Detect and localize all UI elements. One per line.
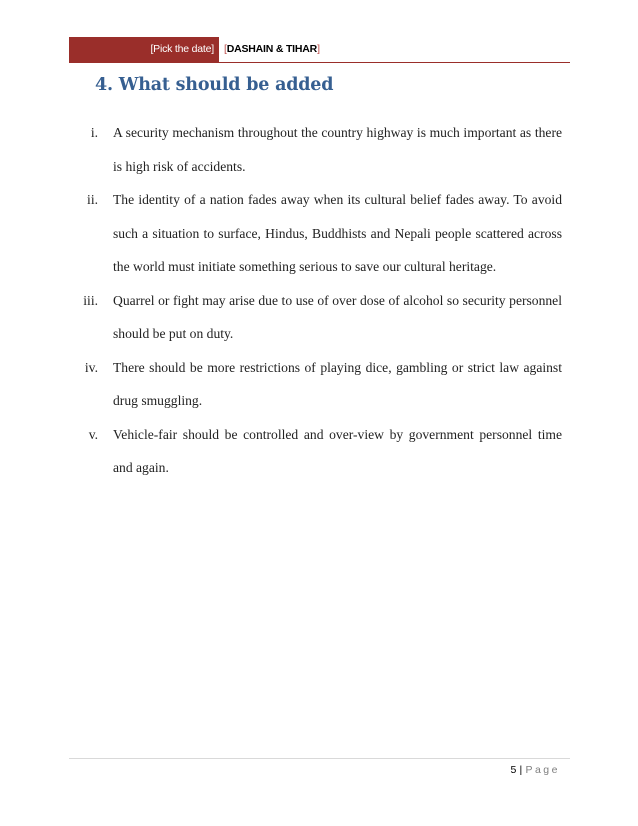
list-item xyxy=(60,183,562,284)
list-item xyxy=(60,351,562,418)
list-item xyxy=(60,284,562,351)
title-open-bracket: [ xyxy=(224,43,227,55)
list-item-number: v. xyxy=(88,426,98,442)
footer-divider xyxy=(69,758,570,759)
page-label: Page xyxy=(525,764,560,776)
header-document-title xyxy=(224,37,320,62)
footer-separator: | xyxy=(519,764,523,776)
list-item-text: Quarrel or fight may arise due to use of over dose of alcohol so security personnel should be put on duty. xyxy=(113,292,562,341)
title-close-bracket: ] xyxy=(317,43,320,55)
list-item-text: A security mechanism throughout the country highway is much important as there is high risk of accidents. xyxy=(113,125,562,174)
list-item-text: The identity of a nation fades away when its cultural belief fades away. To avoid such a situation to surface, Hindus, Buddhists and Nepali people scattered across the world must initiate something serious to save our cultural heritage. xyxy=(113,192,562,274)
page-number: 5 xyxy=(510,764,517,776)
header-date-placeholder: [Pick the date] xyxy=(69,37,219,62)
list-item-text: There should be more restrictions of playing dice, gambling or strict law against drug smuggling. xyxy=(113,359,562,408)
recommendation-list xyxy=(60,116,562,485)
list-item-number: iv. xyxy=(84,359,98,375)
header-divider xyxy=(69,62,570,63)
list-item-number: iii. xyxy=(83,292,98,308)
section-heading: 4. What should be added xyxy=(95,75,334,95)
title-text: DASHAIN & TIHAR xyxy=(226,43,318,55)
page-footer xyxy=(510,764,560,776)
list-item xyxy=(60,116,562,183)
list-item-text: Vehicle-fair should be controlled and over-view by government personnel time and again. xyxy=(113,426,562,475)
list-item-number: i. xyxy=(90,125,98,140)
list-item-number: ii. xyxy=(87,192,98,207)
list-item xyxy=(60,418,562,485)
